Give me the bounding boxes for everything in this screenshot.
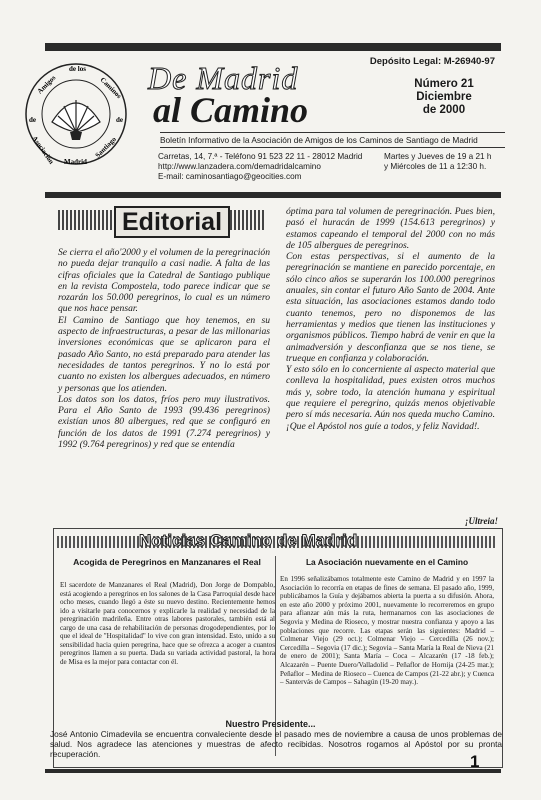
website-link[interactable]: http://www.lanzadera.com/demadridalcamino: [158, 161, 321, 171]
masthead-title-line2: al Camino: [153, 90, 309, 130]
svg-text:Santiago: Santiago: [93, 135, 118, 160]
issue-month: Diciembre: [416, 91, 472, 103]
svg-text:Caminos: Caminos: [98, 75, 123, 101]
editorial-paragraph: óptima para tal volumen de peregrinación. Pues bien, pasó el huracán de 1999 (154.613 peregrinos) y estamos capeando el temporal del 2000 con no más de 105 albergues de peregrinos.: [286, 206, 495, 251]
president-heading: Nuestro Presidente...: [225, 719, 316, 729]
news-item-title: Acogida de Peregrinos en Manzanares el Real: [73, 557, 261, 567]
office-hours: Martes y Jueves de 19 a 21 h y Miércoles de 11 a 12:30 h.: [384, 152, 492, 171]
news-heading-text: Noticias Camino de Madrid: [139, 531, 358, 550]
svg-text:de los: de los: [69, 65, 86, 73]
issue-year: de 2000: [422, 104, 466, 116]
masthead-subtitle: Boletín Informativo de la Asociación de Amigos de los Caminos de Santiago de Madrid: [160, 132, 505, 148]
bottom-rule: [45, 769, 501, 773]
editorial-column-left: [58, 247, 270, 450]
svg-text:Madrid: Madrid: [64, 158, 87, 166]
president-text: José Antonio Cimadevila se encuentra convaleciente desde el pasado mes de noviembre a causa de unos problemas de salud. Nos agradece las atenciones y muestras de afecto recibidas. Nosotros rogamos al Apóstol por su pronta recuperación.: [50, 729, 502, 759]
editorial-paragraph: Se cierra el año'2000 y el volumen de la peregrinación no pueda dejar tranquilo a casi nadie. A falta de las cifras oficiales que la Catedral de Santiago publique en la revista Compostela, todo parece indicar que se rozarán los 50.000 peregrinos, lo cual es un número que nos hace pensar.: [58, 247, 270, 315]
issue-number: Número 21: [414, 78, 474, 90]
editorial-paragraph: Con estas perspectivas, si el aumento de la peregrinación se mantiene en parecido porcentaje, en sólo cinco años se superarán los 100.000 peregrinos anuales, sin contar el futuro Año Santo de 2004. Ante esta situación, las asociaciones estamos dando todo cuanto tenemos, pero no disponemos de las herramientas y medios que tienen las instituciones y organismos públicos. Tiempo habrá de venir en que la animadversión y desconfianza que se nos tiene, se trueque en confianza y colaboración.: [286, 251, 495, 364]
news-heading: [57, 533, 497, 551]
editorial-heading-text: Editorial: [114, 206, 230, 238]
address: Carretas, 14, 7.ª - Teléfono 91 523 22 11 - 28012 Madrid: [158, 152, 363, 161]
svg-text:Asociación: Asociación: [30, 134, 56, 166]
email-link[interactable]: E-mail: caminosantiago@geocities.com: [158, 171, 302, 181]
issue-info: [405, 78, 483, 117]
editorial-paragraph: El Camino de Santiago que hoy tenemos, en su aspecto de infraestructuras, a pesar de las millonarias inversiones económicas que se aplicaron para el pasado Año Santo, no está preparado para atender las necesidades de tantos peregrinos. Y no lo está por cuanto no existen los albergues adecuados, en número y personas que los atienden.: [58, 314, 270, 394]
svg-text:Amigos: Amigos: [35, 73, 58, 96]
editorial-paragraph: Y esto sólo en lo concerniente al aspecto material que conlleva la hospitalidad, pues existen otros muchos más y, sobre todo, la atención humana y espiritual que requiere el peregrino, quizás menos objetivable pero sí más necesaria. Aún nos queda mucho Camino. ¡Que el Apóstol nos guíe a todos, y feliz Navidad!.: [286, 364, 495, 432]
legal-deposit: Depósito Legal: M-26940-97: [369, 56, 495, 67]
news-item-title: La Asociación nuevamente en el Camino: [305, 557, 469, 567]
news-item-text: El sacerdote de Manzanares el Real (Madrid), Don Jorge de Dompablo, está acogiendo a peregrinos en los salones de la Casa Parroquial desde hace ocho meses, cuando llegó a éste su nuevo destino. Recientemente hemos ido a visitarle para conocernos y explicarle la realidad y necesidad de la peregrinación madrileña. Entre otras labores pastorales, también está al cargo de una casa de rehabilitación de personas drogodependientes, por lo que el ideal de "Hospitalidad" lo vive con gran intensidad. Esto, unido a su sensibilidad hacia quien peregrina, hace que se ofrezca a acoger a cuantos peregrinos llamen a su puerta. Dada su variada actividad pastoral, la hora de Misa es la mejor para contactar con él.: [60, 581, 275, 666]
masthead-divider: [45, 192, 501, 198]
contact-info: [158, 152, 398, 181]
editorial-column-right: [286, 206, 495, 432]
editorial-signoff: ¡Ultreia!: [464, 516, 498, 526]
svg-text:de: de: [116, 116, 123, 124]
masthead-title-line1: De Madrid: [148, 60, 299, 96]
editorial-paragraph: Los datos son los datos, fríos pero muy ilustrativos. Para el Año Santo de 1993 (99.436 peregrinos) existían unos 80 albergues, red que se configuró en función de los datos de 1991 (7.274 peregrinos) y 1992 (9.764 peregrinos) y red que se entendía: [58, 393, 270, 451]
svg-text:de: de: [29, 116, 36, 124]
scallop-shell-icon: [52, 100, 100, 140]
page-number: 1: [470, 752, 480, 771]
news-item-text: En 1996 señalizábamos totalmente este Camino de Madrid y en 1997 la Asociación lo recorría en etapas de fines de semana. El pasado año, 1999, publicábamos la Guía y dejábamos abierta la puerta a su difusión. Ahora, en este año 2000 y próximo 2001, nuevamente lo recorreremos en grupo para afianzar aún más la ruta, hermanarnos con las asociaciones de Segovia y Medina de Rioseco, y mostrar nuestra confianza y apoyo a las poblaciones que recorre. Las etapas serán las siguientes: Madrid – Colmenar Viejo (29 oct.); Colmenar Viejo – Cercedilla (26 nov.); Cercedilla – Segovia (17 dic.); Segovia – Santa María la Real de Nieva (21 de enero de 2001); Santa María – Coca – Alcazarén (17 -18 feb.); Alcazarén – Puente Duero/Valladolid – Peñaflor de Hornija (24-25 mar.); Peñaflor – Medina de Rioseco – Cuenca de Campos (21-22 abr.); y Cuenca – Santervás de Campos – Sahagún (19-20 may.).: [280, 575, 494, 687]
top-rule: [45, 43, 501, 51]
association-seal-logo: [22, 60, 130, 168]
editorial-heading: [58, 206, 264, 234]
